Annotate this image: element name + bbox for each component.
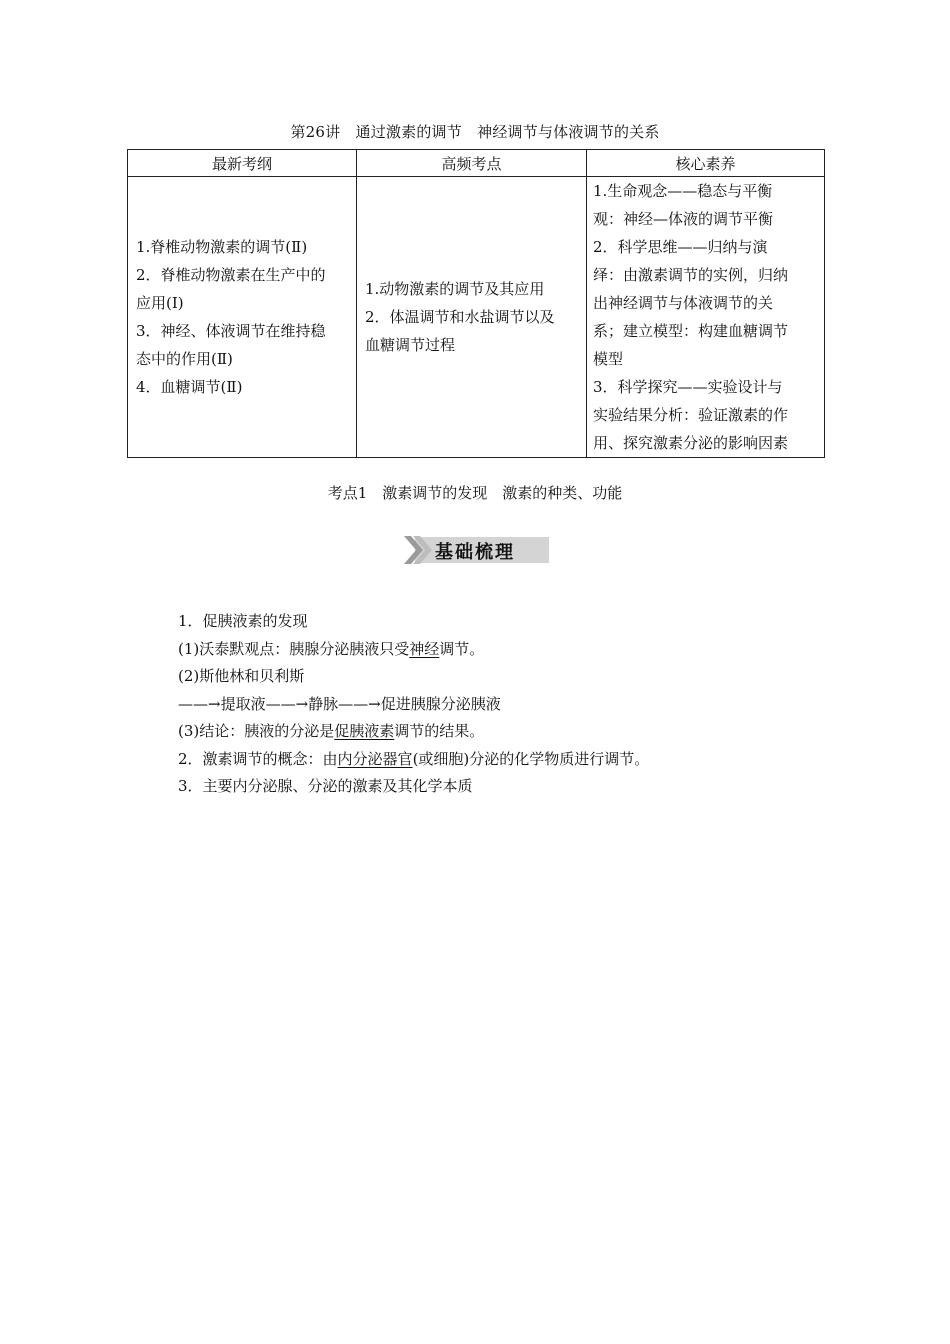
- header-frequent-points: 高频考点: [357, 150, 587, 177]
- body-line: ——→提取液——→静脉——→促进胰腺分泌胰液: [178, 694, 501, 713]
- table-row: [128, 177, 825, 458]
- body-line: (2)斯他林和贝利斯: [178, 667, 305, 685]
- section-heading: 考点1 激素调节的发现 激素的种类、功能: [327, 484, 623, 502]
- literacy-line: 出神经调节与体液调节的关: [593, 294, 774, 312]
- body-text-span: (3)结论：胰液的分泌是: [178, 722, 335, 740]
- literacy-line: 观：神经—体液的调节平衡: [593, 210, 774, 228]
- point-line: 血糖调节过程: [365, 336, 456, 354]
- syllabus-line: 3．神经、体液调节在维持稳: [136, 322, 326, 340]
- syllabus-cell: [128, 177, 357, 458]
- body-line: 3．主要内分泌腺、分泌的激素及其化学本质: [178, 777, 473, 795]
- literacy-line: 2．科学思维——归纳与演: [593, 238, 768, 256]
- literacy-line: 实验结果分析：验证激素的作: [593, 406, 789, 424]
- core-literacy-cell: [587, 177, 825, 458]
- outline-table: [127, 149, 825, 458]
- underlined-answer: 内分泌器官: [337, 749, 413, 768]
- body-text-span: 2．激素调节的概念：由: [178, 749, 338, 768]
- body-line: [178, 636, 649, 664]
- header-core-literacy: 核心素养: [587, 150, 825, 177]
- header-latest-syllabus: 最新考纲: [128, 150, 357, 177]
- syllabus-line: 2．脊椎动物激素在生产中的: [136, 266, 326, 284]
- body-text-span: (或细胞)分泌的化学物质进行调节。: [412, 749, 650, 768]
- body-line: [178, 718, 649, 746]
- body-line: 1．促胰液素的发现: [178, 612, 308, 630]
- body-text-span: 调节。: [439, 639, 485, 658]
- syllabus-line: 应用(Ⅰ): [136, 294, 184, 312]
- literacy-line: 1.生命观念——稳态与平衡: [593, 182, 773, 200]
- body-text-span: 调节的结果。: [394, 722, 485, 740]
- lesson-title: 第26讲 通过激素的调节 神经调节与体液调节的关系: [290, 123, 660, 141]
- syllabus-line: 4．血糖调节(Ⅱ): [136, 378, 243, 396]
- table-header-row: [128, 150, 825, 177]
- point-line: 1.动物激素的调节及其应用: [365, 280, 545, 298]
- literacy-line: 系；建立模型：构建血糖调节: [593, 322, 789, 340]
- body-line: [178, 746, 649, 774]
- syllabus-line: 1.脊椎动物激素的调节(Ⅱ): [136, 238, 308, 256]
- syllabus-line: 态中的作用(Ⅱ): [136, 350, 233, 368]
- body-text: [178, 608, 649, 801]
- section-banner: [401, 535, 551, 565]
- underlined-answer: 神经: [409, 639, 440, 658]
- literacy-line: 3．科学探究——实验设计与: [593, 378, 783, 396]
- banner-label: 基础梳理: [435, 542, 515, 563]
- point-line: 2．体温调节和水盐调节以及: [365, 308, 555, 326]
- frequent-points-cell: [357, 177, 587, 458]
- literacy-line: 模型: [593, 350, 624, 368]
- body-text-span: (1)沃泰默观点：胰腺分泌胰液只受: [178, 639, 410, 658]
- literacy-line: 绎：由激素调节的实例，归纳: [593, 266, 789, 284]
- underlined-answer: 促胰液素: [334, 722, 395, 740]
- literacy-line: 用、探究激素分泌的影响因素: [593, 434, 789, 452]
